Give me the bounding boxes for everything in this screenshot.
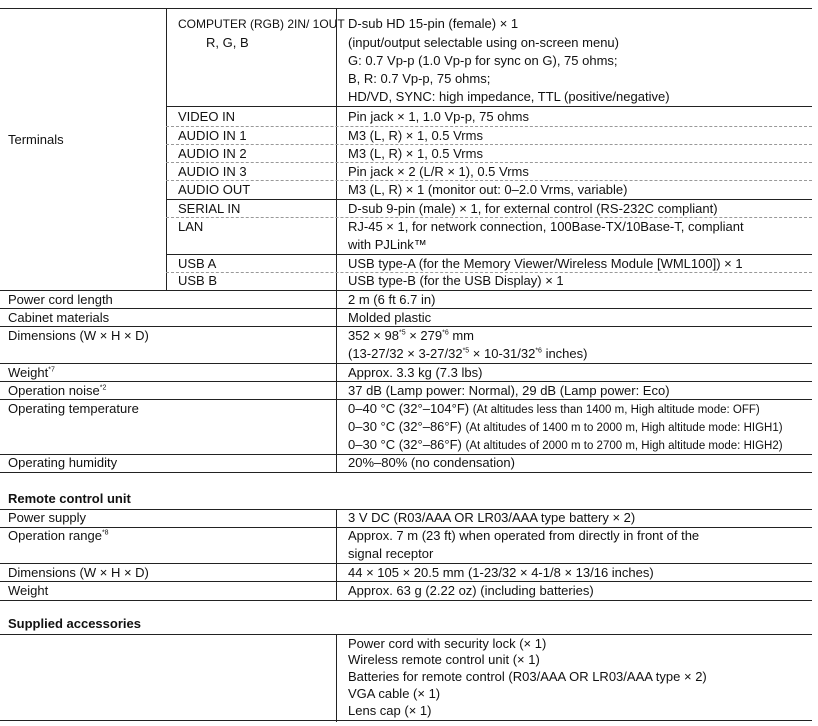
audio-in-2-value: M3 (L, R) × 1, 0.5 Vrms — [348, 146, 483, 161]
computer-spec-line: HD/VD, SYNC: high impedance, TTL (positive/negative) — [348, 89, 670, 104]
weight-value: Approx. 3.3 kg (7.3 lbs) — [348, 365, 483, 380]
lan-value-line2: with PJLink™ — [348, 237, 427, 252]
table-top-rule — [0, 8, 812, 9]
row-divider — [166, 126, 812, 127]
accessory-text: Batteries for remote control (R03/AAA OR LR03/AAA type × 2) — [348, 669, 707, 684]
computer-spec-line: (input/output selectable using on-screen menu) — [348, 35, 619, 50]
temperature-line: 0–40 °C (32°–104°F) (At altitudes less than 1400 m, High altitude mode: OFF) — [348, 401, 760, 416]
terminals-label: Terminals — [8, 132, 64, 147]
usb-b-name: USB B — [178, 273, 218, 288]
table-bottom-rule — [0, 720, 812, 721]
remote-value-column-divider — [336, 509, 337, 600]
dimensions-inch-value: ($13-27/32 \times 3-27/32^{*5} \times 10-31/32^{*6}$ inches) — [348, 346, 588, 361]
remote-heading: Remote control unit — [8, 491, 131, 506]
remote-weight-label: Weight — [8, 583, 49, 598]
cabinet-value: Molded plastic — [348, 310, 432, 325]
video-in-value: Pin jack × 1, 1.0 Vp-p, 75 ohms — [348, 109, 530, 124]
computer-spec-line: B, R: 0.7 Vp-p, 75 ohms; — [348, 71, 491, 86]
humidity-value: 20%–80% (no condensation) — [348, 455, 515, 470]
temperature-line: 0–30 °C (32°–86°F) (At altitudes of 1400 m to 2000 m, High altitude mode: HIGH1) — [348, 419, 783, 434]
accessories-heading: Supplied accessories — [8, 616, 141, 631]
remote-power-value: 3 V DC (R03/AAA OR LR03/AAA type battery × 2) — [348, 510, 636, 525]
temperature-label: Operating temperature — [8, 401, 139, 416]
accessory-text: VGA cable (× 1) — [348, 686, 441, 701]
usb-a-name: USB A — [178, 256, 217, 271]
remote-dimensions-value: 44 × 105 × 20.5 mm (1-23/32 × 4-1/8 × 13/16 inches) — [348, 565, 654, 580]
row-divider — [166, 106, 812, 107]
video-in-name: VIDEO IN — [178, 109, 236, 124]
serial-in-name: SERIAL IN — [178, 201, 241, 216]
power-cord-label: Power cord length — [8, 292, 113, 307]
noise-value: 37 dB (Lamp power: Normal), 29 dB (Lamp power: Eco) — [348, 383, 670, 398]
computer-terminal-name: COMPUTER (RGB) 2IN/ 1OUT — [178, 17, 345, 31]
remote-range-label: Operation range$^{*8}$ — [8, 528, 109, 543]
remote-weight-value: Approx. 63 g (2.22 oz) (including batteries) — [348, 583, 594, 598]
accessory-text: Power cord with security lock (× 1) — [348, 636, 547, 651]
audio-in-3-value: Pin jack × 2 (L/R × 1), 0.5 Vrms — [348, 164, 529, 179]
audio-in-3-name: AUDIO IN 3 — [178, 164, 247, 179]
power-cord-value: 2 m (6 ft 6.7 in) — [348, 292, 436, 307]
remote-power-label: Power supply — [8, 510, 87, 525]
remote-range-line2: signal receptor — [348, 546, 434, 561]
noise-label: Operation noise$^{*2}$ — [8, 383, 107, 398]
terminal-subcolumn-divider — [166, 8, 167, 290]
dimensions-mm-value: $352 \times 98^{*5} \times 279^{*6}$ mm — [348, 328, 475, 343]
value-column-divider — [336, 8, 337, 472]
row-divider — [0, 472, 812, 473]
humidity-label: Operating humidity — [8, 455, 118, 470]
remote-dimensions-label: Dimensions (W × H × D) — [8, 565, 149, 580]
lan-value-line1: RJ-45 × 1, for network connection, 100Base-TX/10Base-T, compliant — [348, 219, 744, 234]
dimensions-label: Dimensions (W × H × D) — [8, 328, 149, 343]
remote-range-line1: Approx. 7 m (23 ft) when operated from directly in front of the — [348, 528, 700, 543]
computer-spec-line: G: 0.7 Vp-p (1.0 Vp-p for sync on G), 75 ohms; — [348, 53, 618, 68]
usb-b-value: USB type-B (for the USB Display) × 1 — [348, 273, 564, 288]
accessory-text: Wireless remote control unit (× 1) — [348, 652, 540, 667]
row-divider — [0, 600, 812, 601]
usb-a-value: USB type-A (for the Memory Viewer/Wireless Module [WML100]) × 1 — [348, 256, 743, 271]
audio-in-1-value: M3 (L, R) × 1, 0.5 Vrms — [348, 128, 483, 143]
accessories-column-divider — [336, 634, 337, 722]
weight-label: Weight$^{*7}$ — [8, 365, 55, 380]
audio-in-1-name: AUDIO IN 1 — [178, 128, 247, 143]
audio-out-value: M3 (L, R) × 1 (monitor out: 0–2.0 Vrms, variable) — [348, 182, 628, 197]
lan-name: LAN — [178, 219, 204, 234]
temperature-line: 0–30 °C (32°–86°F) (At altitudes of 2000 m to 2700 m, High altitude mode: HIGH2) — [348, 437, 783, 452]
cabinet-label: Cabinet materials — [8, 310, 110, 325]
computer-spec-line: D-sub HD 15-pin (female) × 1 — [348, 16, 519, 31]
accessory-text: Lens cap (× 1) — [348, 703, 432, 718]
computer-terminal-sub: R, G, B — [206, 35, 249, 50]
audio-in-2-name: AUDIO IN 2 — [178, 146, 247, 161]
audio-out-name: AUDIO OUT — [178, 182, 251, 197]
row-divider — [166, 144, 812, 145]
serial-in-value: D-sub 9-pin (male) × 1, for external control (RS-232C compliant) — [348, 201, 718, 216]
